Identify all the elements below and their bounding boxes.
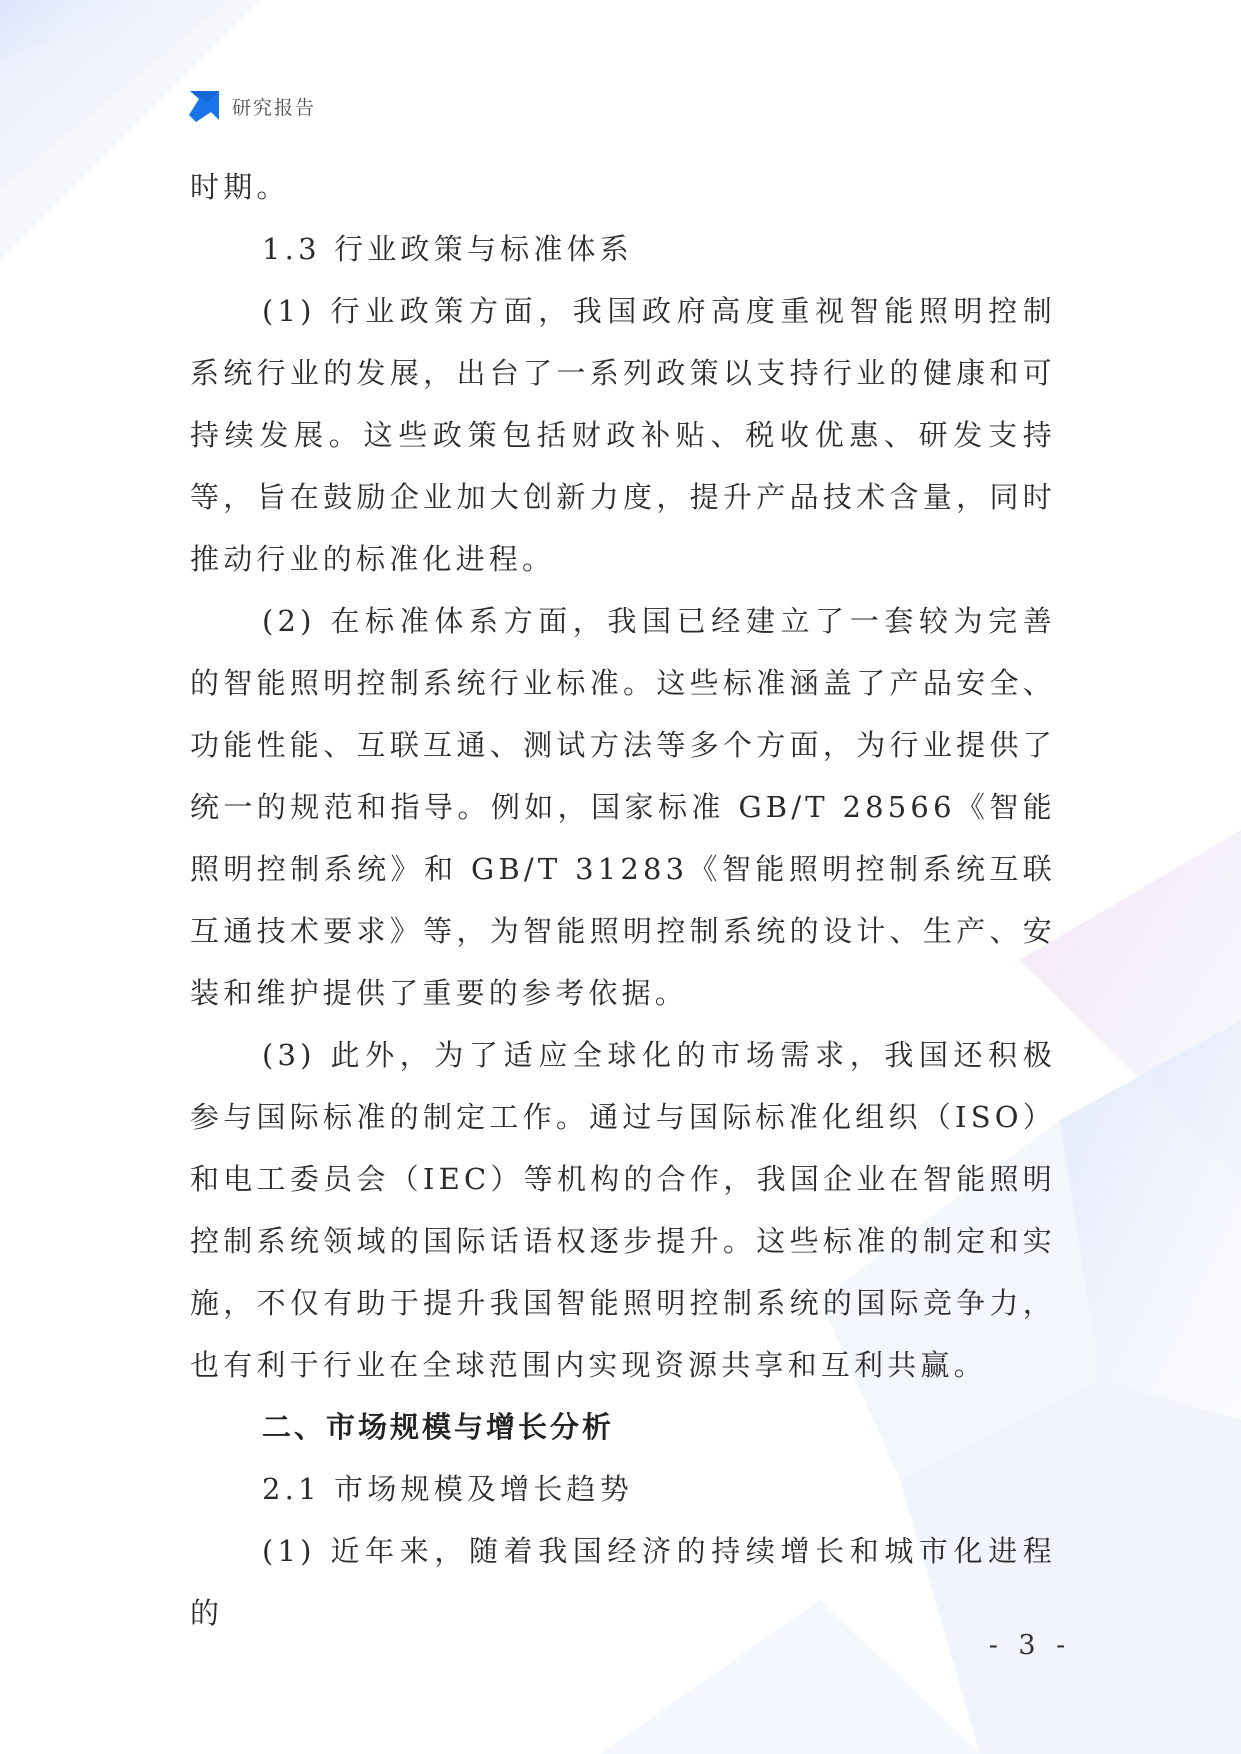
chapter-heading-2: 二、市场规模与增长分析 <box>262 1410 615 1444</box>
document-body <box>190 156 1056 1644</box>
section-heading-1-3: 1.3 行业政策与标准体系 <box>262 232 633 266</box>
paragraph-intro: 时期。 <box>190 170 290 204</box>
paragraph-market: (1) 近年来，随着我国经济的持续增长和城市化进程的 <box>190 1534 1056 1630</box>
section-heading-2-1: 2.1 市场规模及增长趋势 <box>262 1472 633 1506</box>
page-number: - 3 - <box>988 1630 1072 1661</box>
paragraph-international: (3) 此外，为了适应全球化的市场需求，我国还积极参与国际标准的制定工作。通过与国际标准化组织（ISO）和电工委员会（IEC）等机构的合作，我国企业在智能照明控制系统领域的国际话语权逐步提升。这些标准的制定和实施，不仅有助于提升我国智能照明控制系统的国际竞争力，也有利于行业在全球范围内实现资源共享和互利共赢。 <box>190 1038 1056 1382</box>
report-header <box>186 88 316 124</box>
arrow-logo-icon <box>186 88 222 124</box>
paragraph-standards: (2) 在标准体系方面，我国已经建立了一套较为完善的智能照明控制系统行业标准。这些标准涵盖了产品安全、功能性能、互联互通、测试方法等多个方面，为行业提供了统一的规范和指导。例如，国家标准 GB/T 28566《智能照明控制系统》和 GB/T 31283《智能照明控制系统互联互通技术要求》等，为智能照明控制系统的设计、生产、安装和维护提供了重要的参考依据。 <box>190 604 1056 1010</box>
header-title: 研究报告 <box>232 96 317 119</box>
paragraph-policy: (1) 行业政策方面，我国政府高度重视智能照明控制系统行业的发展，出台了一系列政策以支持行业的健康和可持续发展。这些政策包括财政补贴、税收优惠、研发支持等，旨在鼓励企业加大创新力度，提升产品技术含量，同时推动行业的标准化进程。 <box>190 294 1056 576</box>
